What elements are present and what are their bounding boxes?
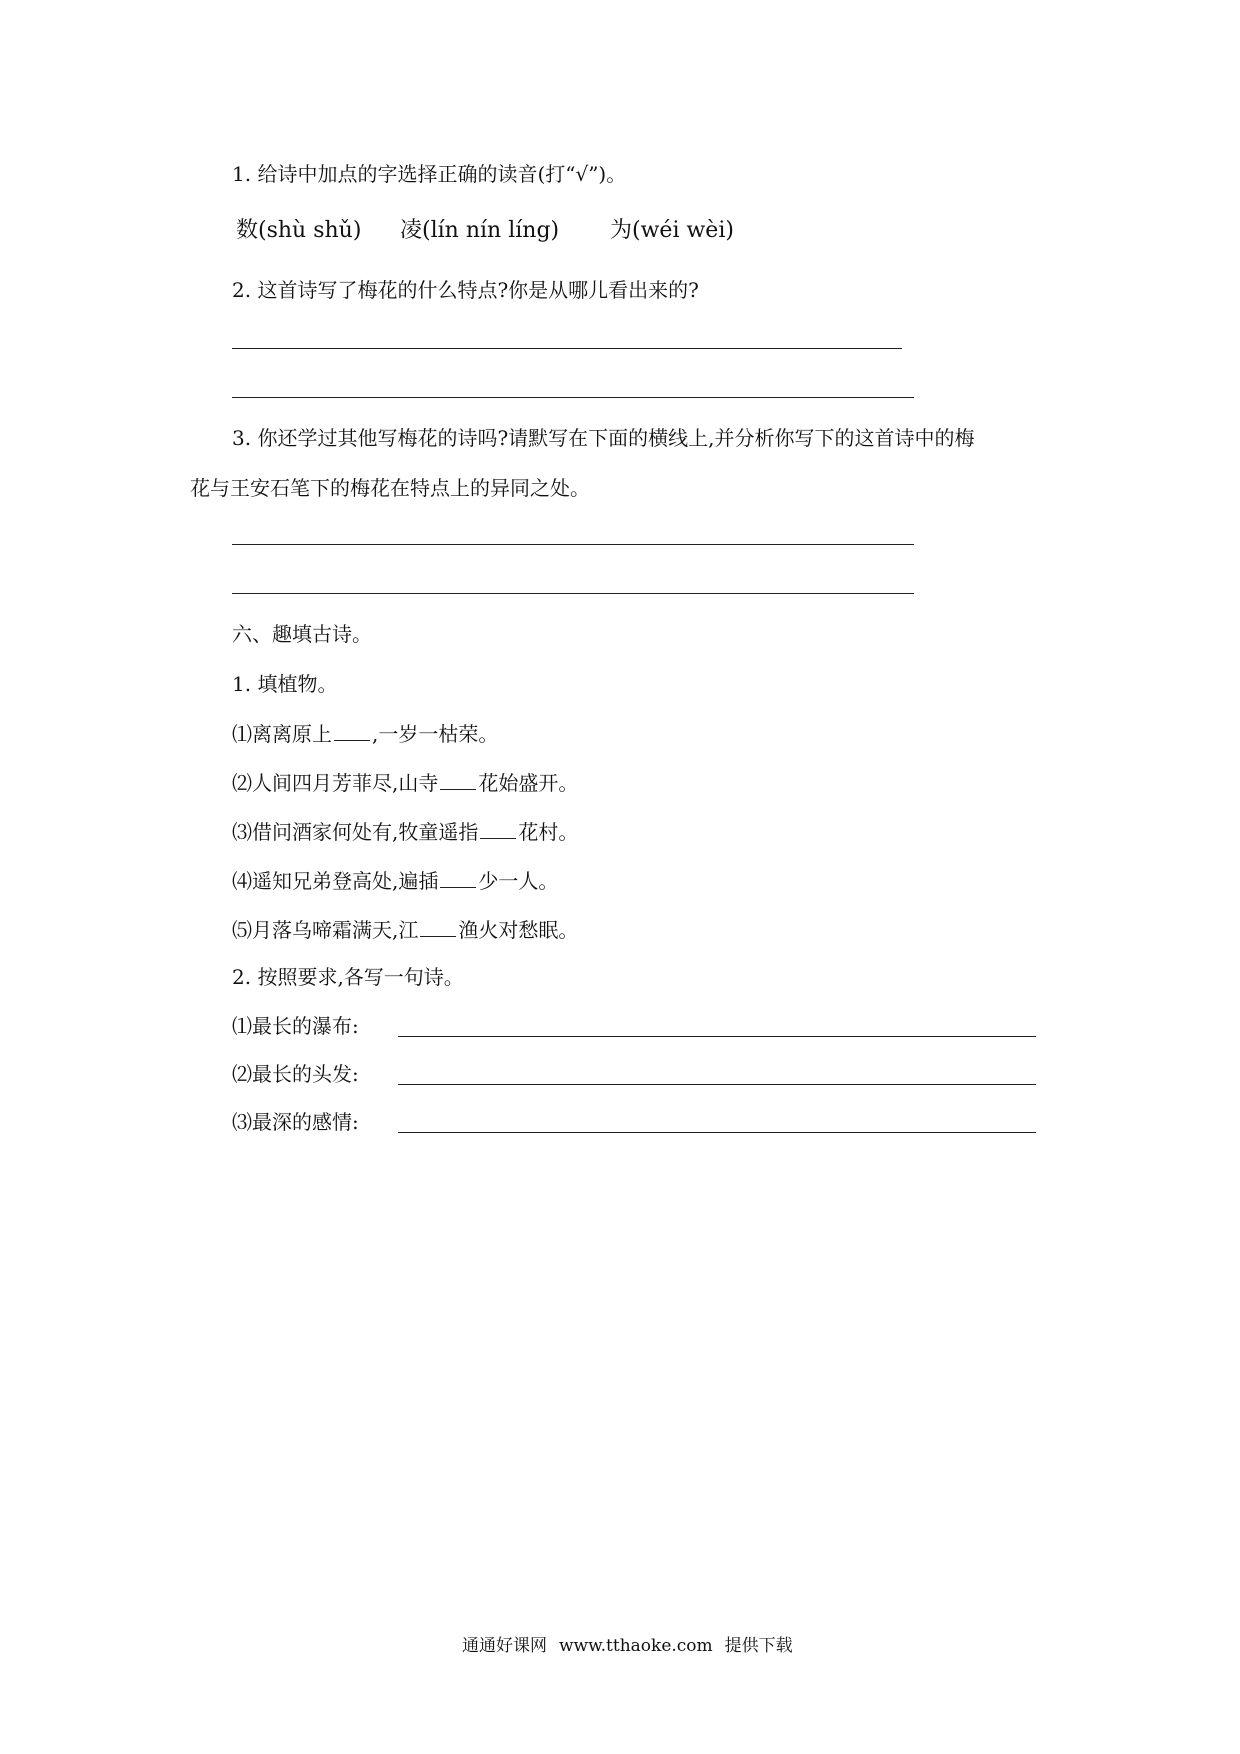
section-6-q2-title: 2. 按照要求,各写一句诗。 [232,965,464,989]
fill-text-after: 少一人。 [478,869,559,893]
question-3-line-2: 花与王安石笔下的梅花在特点上的异同之处。 [190,476,590,500]
write-poem-label-1: ⑴最长的瀑布: [232,1014,359,1038]
pinyin-options: (shù shǔ) [258,218,362,243]
fill-text-after: 渔火对愁眠。 [458,918,579,942]
page-footer [462,1634,793,1658]
answer-line[interactable] [232,593,914,594]
footer-url[interactable]: www.tthaoke.com [559,1636,713,1656]
answer-line[interactable] [232,397,914,398]
fill-text-after: 花始盛开。 [478,771,579,795]
fill-plant-item-2 [232,767,578,797]
fill-plant-item-1 [232,718,498,748]
question-2-plum-features: 2. 这首诗写了梅花的什么特点?你是从哪儿看出来的? [232,278,699,302]
fill-blank[interactable] [440,767,476,790]
pinyin-choice-2 [400,216,559,246]
answer-line[interactable] [232,544,914,545]
question-3-line-1: 3. 你还学过其他写梅花的诗吗?请默写在下面的横线上,并分析你写下的这首诗中的梅 [232,426,975,450]
fill-text-before: ⑸月落乌啼霜满天,江 [232,918,419,942]
answer-line[interactable] [398,1132,1036,1133]
fill-blank[interactable] [334,718,370,741]
pinyin-char: 数 [236,218,259,243]
fill-blank[interactable] [440,865,476,888]
write-poem-label-3: ⑶最深的感情: [232,1110,359,1134]
section-6-q1-title: 1. 填植物。 [232,672,338,696]
pinyin-options: (lín nín líng) [422,218,560,243]
pinyin-char: 为 [610,218,633,243]
fill-blank[interactable] [480,816,516,839]
answer-line[interactable] [398,1036,1036,1037]
answer-line[interactable] [398,1084,1036,1085]
pinyin-char: 凌 [400,218,423,243]
fill-plant-item-4 [232,865,558,895]
fill-blank[interactable] [420,914,456,937]
section-6-title: 六、趣填古诗。 [232,622,372,646]
pinyin-choice-1 [236,216,361,246]
fill-text-after: ,一岁一枯荣。 [372,722,499,746]
write-poem-label-2: ⑵最长的头发: [232,1062,359,1086]
footer-site-name: 通通好课网 [462,1636,547,1656]
fill-text-before: ⑵人间四月芳菲尽,山寺 [232,771,439,795]
pinyin-options: (wéi wèi) [632,218,734,243]
footer-suffix: 提供下载 [724,1636,793,1656]
fill-plant-item-3 [232,816,578,846]
fill-text-before: ⑶借问酒家何处有,牧童遥指 [232,820,479,844]
fill-text-before: ⑷遥知兄弟登高处,遍插 [232,869,439,893]
answer-line[interactable] [232,348,902,349]
fill-text-after: 花村。 [518,820,579,844]
pinyin-choice-3 [610,216,734,246]
fill-plant-item-5 [232,914,578,944]
question-1-pronunciation: 1. 给诗中加点的字选择正确的读音(打“√”)。 [232,162,627,186]
fill-text-before: ⑴离离原上 [232,722,332,746]
